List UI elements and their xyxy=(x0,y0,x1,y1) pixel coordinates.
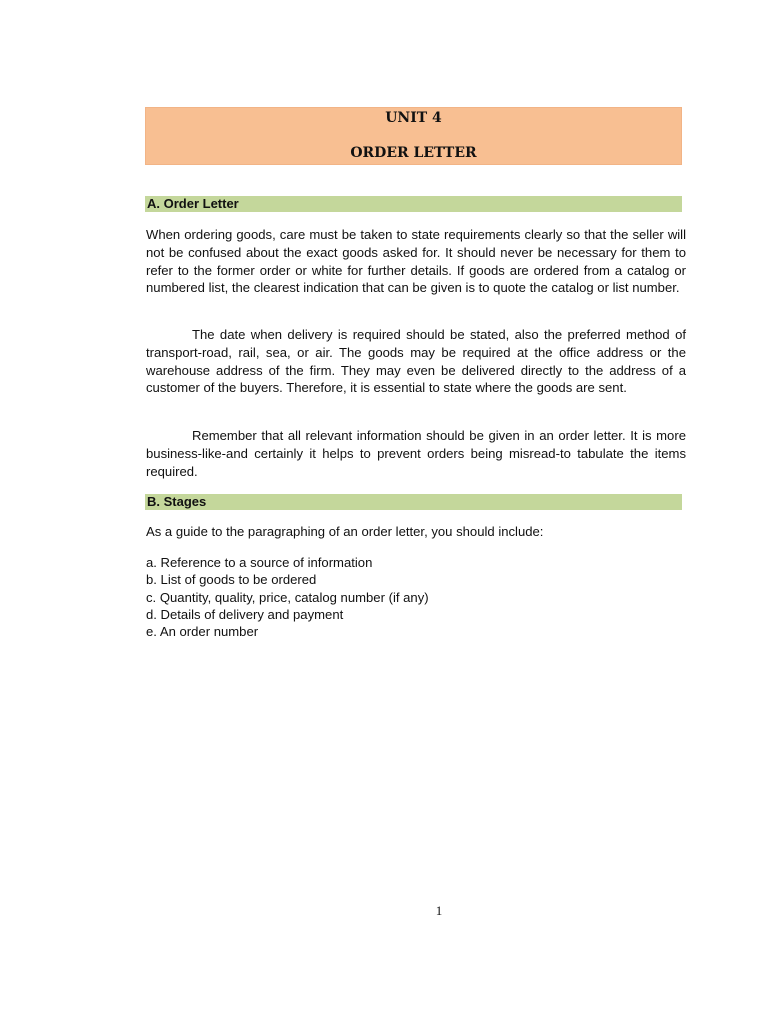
stages-intro: As a guide to the paragraphing of an order letter, you should include: xyxy=(146,524,544,539)
list-item: e. An order number xyxy=(146,624,259,640)
paragraph-delivery-date: The date when delivery is required should be stated, also the preferred method of transport-road, rail, sea, or air. The goods may be required at the office address or the warehouse address of the firm. They may even be delivered directly to the address of a customer of the buyers. Therefore, it is essential to state where the goods are sent. xyxy=(146,327,686,396)
list-item: b. List of goods to be ordered xyxy=(146,572,317,588)
list-item: c. Quantity, quality, price, catalog number (if any) xyxy=(146,589,429,605)
page-number: 1 xyxy=(435,903,443,918)
paragraph-relevant-information: Remember that all relevant information should be given in an order letter. It is more business-like-and certainly it helps to prevent orders being misread-to tabulate the items required. xyxy=(146,428,686,479)
section-heading-order-letter: A. Order Letter xyxy=(145,196,682,212)
list-item: a. Reference to a source of information xyxy=(146,555,373,570)
list-item: d. Details of delivery and payment xyxy=(146,606,344,622)
unit-label: UNIT 4 xyxy=(385,110,442,126)
unit-title-box xyxy=(145,107,682,165)
section-heading-stages: B. Stages xyxy=(145,494,682,510)
paragraph-ordering-goods: When ordering goods, care must be taken to state requirements clearly so that the seller will not be confused about the exact goods asked for. It should never be necessary for them to refer to the former order or white for further details. If goods are ordered from a catalog or numbered list, the clearest indication that can be given is to quote the catalog or list number. xyxy=(146,227,686,296)
page-title: ORDER LETTER xyxy=(350,145,477,161)
stages-list xyxy=(146,554,429,640)
